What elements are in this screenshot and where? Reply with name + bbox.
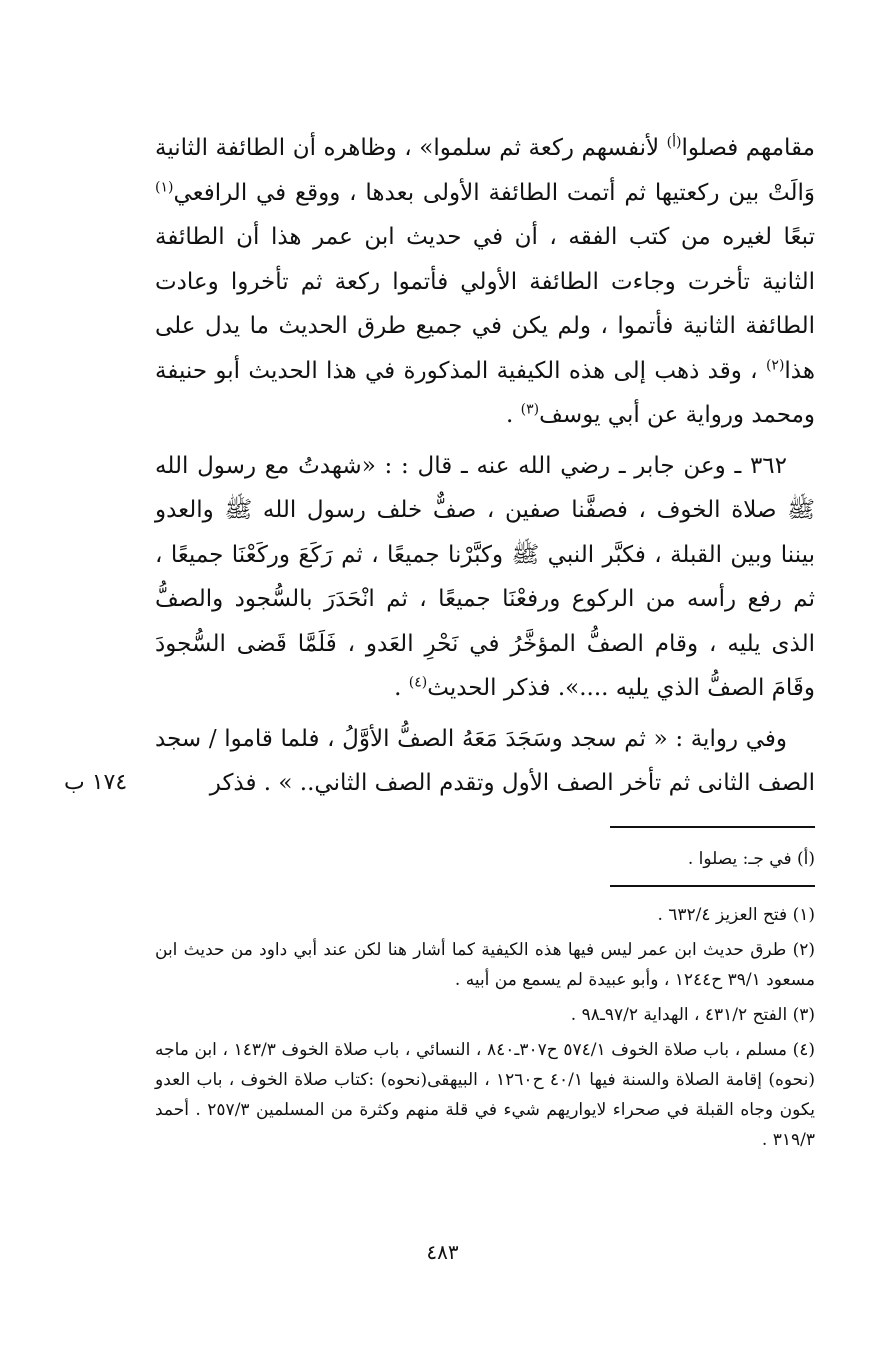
- paragraph-riwaya: [155, 717, 815, 806]
- footnote-1: (١) فتح العزيز ٦٣٢/٤ .: [657, 905, 815, 925]
- manuscript-folio-marker: ١٧٤ ب: [64, 770, 128, 795]
- footnote-3: (٣) الفتح ٤٣١/٢ ، الهداية ٩٧/٢ـ٩٨ .: [570, 1005, 815, 1025]
- footnotes: [155, 900, 815, 1160]
- paragraph-hadith-362: [155, 444, 815, 711]
- text-run: .: [394, 675, 409, 701]
- text-run: لأنفسهم ركعة ثم سلموا» ، وظاهره أن الطائفة الثانية وَالَتْ بين ركعتيها ثم أتمت الطائفة الأولى بعدها ، ووقع في الرافعي: [155, 135, 815, 206]
- text-run: تبعًا لغيره من كتب الفقه ، أن في حديث ابن عمر هذا أن الطائفة الثانية تأخرت وجاءت الطائفة الأولي فأتموا ركعة ثم تأخروا وعادت الطائفة الثانية فأتموا ، ولم يكن في جميع طرق الحديث ما يدل على هذا: [155, 224, 815, 384]
- footnote-marker: (٤): [408, 674, 428, 691]
- text-run: ٣٦٢ ـ وعن جابر ـ رضي الله عنه ـ قال : : «شهدتُ مع رسول الله ﷺ صلاة الخوف ، فصفَّنا صفين ، صفٌّ خلف رسول الله ﷺ والعدو بيننا وبين القبلة ، فكبَّر النبي ﷺ وكبَّرْنا جميعًا ، ثم رَكَعَ وركَعْنَا جميعًا ، ثم رفع رأسه من الركوع ورفعْنَا جميعًا ، ثم انْحَدَرَ بالسُّجود والصفُّ الذى يليه ، وقام الصفُّ المؤخَّرُ في نَحْرِ العَدو ، فَلَمَّا قَضى السُّجودَ وقَامَ الصفُّ الذي يليه ....». فذكر الحديث: [155, 452, 815, 701]
- text-run: ، وقد ذهب إلى هذه الكيفية المذكورة في هذا الحديث أبو حنيفة ومحمد ورواية عن أبي يوسف: [155, 357, 815, 428]
- footnote-marker: (٢): [765, 356, 785, 373]
- text-run: مقامهم فصلوا: [681, 135, 815, 161]
- main-text-body: [155, 126, 815, 806]
- footnote-marker: (٣): [520, 401, 540, 418]
- text-run: .: [506, 402, 521, 428]
- paragraph-intro: [155, 126, 815, 438]
- text-run: وفي رواية : « ثم سجد وسَجَدَ مَعَهُ الصفُّ الأوَّلُ ، فلما قاموا / سجد الصف الثانى ثم تأخر الصف الأول وتقدم الصف الثاني.. » . فذكر: [155, 725, 815, 796]
- footnote-marker: (أ): [666, 134, 682, 151]
- variant-notes: [155, 846, 815, 872]
- footnote-separator-bottom: [610, 885, 815, 887]
- footnote-2: (٢) طرق حديث ابن عمر ليس فيها هذه الكيفية كما أشار هنا لكن عند أبي داود من حديث ابن مسعود ٣٩/١ ح١٢٤٤ ، وأبو عبيدة لم يسمع من أبيه .: [155, 940, 815, 990]
- footnote-marker: (١): [155, 178, 174, 195]
- page-number: ٤٨٣: [426, 1240, 459, 1264]
- footnote-4: (٤) مسلم ، باب صلاة الخوف ٥٧٤/١ ح٣٠٧ـ٨٤٠ ، النسائي ، باب صلاة الخوف ١٤٣/٣ ، ابن ماجه (نحوه) إقامة الصلاة والسنة فيها ٤٠/١ ح١٢٦٠ ، البيهقى(نحوه) :كتاب صلاة الخوف ، باب العدو يكون وجاه القبلة في صحراء لايواريهم شيء في قلة منهم وكثرة من المسلمين ٢٥٧/٣ . أحمد ٣١٩/٣ .: [155, 1040, 816, 1150]
- footnote-separator-top: [610, 826, 815, 828]
- variant-note: (أ) في جـ: يصلوا .: [687, 849, 815, 869]
